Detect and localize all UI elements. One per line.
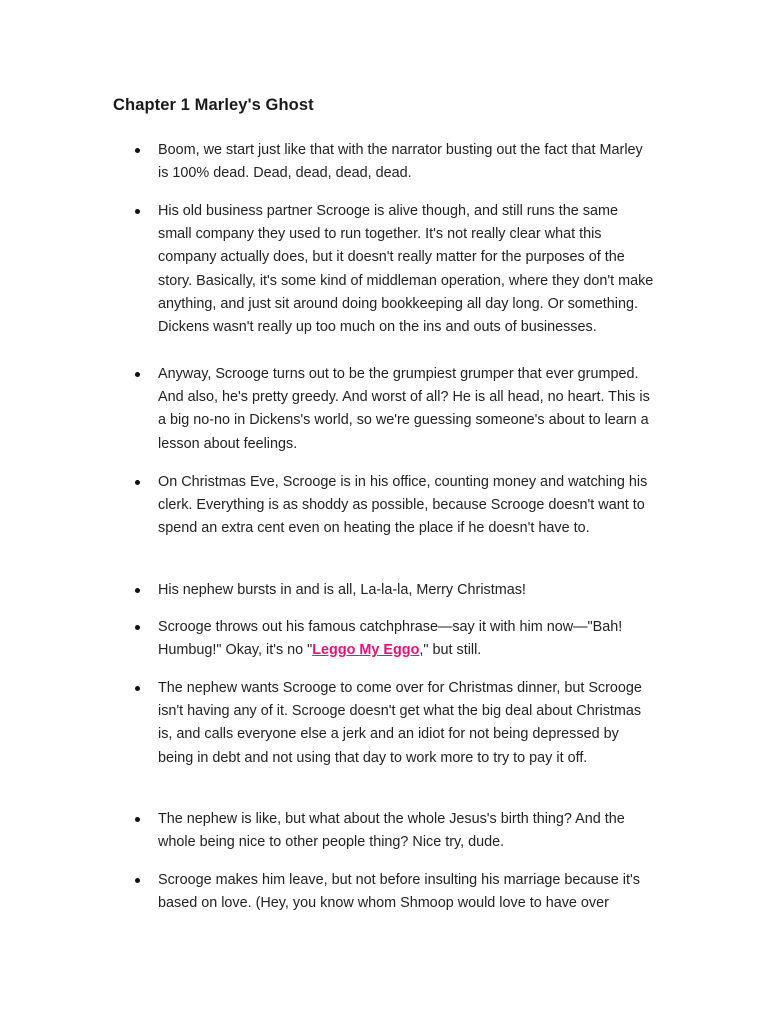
list-item-text: On Christmas Eve, Scrooge is in his office, counting money and watching his clerk. Everything is as shoddy as possible, because Scrooge doesn't want to spend an extra cent even on heating the place if he doesn't have to. <box>158 474 648 537</box>
list-item <box>135 139 655 185</box>
list-item-text-after-link: ," but still. <box>419 642 482 659</box>
list-item <box>135 471 655 541</box>
list-item <box>135 808 655 854</box>
list-item <box>135 677 655 770</box>
bullet-icon <box>135 588 140 593</box>
list-item-text: The nephew is like, but what about the whole Jesus's birth thing? And the whole being nice to other people thing? Nice try, dude. <box>158 811 625 851</box>
bullet-icon <box>135 817 140 822</box>
list-item-text: Scrooge makes him leave, but not before insulting his marriage because it's based on love. (Hey, you know whom Shmoop would love to have over <box>158 872 640 912</box>
list-item-text: His old business partner Scrooge is alive though, and still runs the same small company they used to run together. It's not really clear what this company actually does, but it doesn't really matter for the purposes of the story. Basically, it's some kind of middleman operation, where they don't make anything, and just sit around doing bookkeeping all day long. Or something. Dickens wasn't really up too much on the ins and outs of businesses. <box>158 203 654 336</box>
list-item <box>135 869 655 915</box>
bullet-icon <box>135 625 140 630</box>
bullet-icon <box>135 878 140 883</box>
bullet-icon <box>135 686 140 691</box>
chapter-title: Chapter 1 Marley's Ghost <box>113 96 314 114</box>
list-item <box>135 200 655 339</box>
list-item <box>135 363 655 456</box>
bullet-icon <box>135 148 140 153</box>
bullet-icon <box>135 372 140 377</box>
bullet-icon <box>135 209 140 214</box>
list-item <box>135 616 655 662</box>
list-item-text-before-link: Scrooge throws out his famous catchphrase—say it with him now—"Bah! Humbug!" Okay, it's no " <box>158 619 623 659</box>
list-item-text: Anyway, Scrooge turns out to be the grumpiest grumper that ever grumped. And also, he's pretty greedy. And worst of all? He is all head, no heart. This is a big no-no in Dickens's world, so we're guessing someone's about to learn a lesson about feelings. <box>158 366 650 452</box>
list-item <box>135 579 655 602</box>
list-item-text: His nephew bursts in and is all, La-la-la, Merry Christmas! <box>158 582 526 598</box>
leggo-my-eggo-link[interactable]: Leggo My Eggo <box>312 642 420 659</box>
list-item-text: Boom, we start just like that with the narrator busting out the fact that Marley is 100% dead. Dead, dead, dead, dead. <box>158 142 643 182</box>
bullet-icon <box>135 480 140 485</box>
list-item-text: The nephew wants Scrooge to come over for Christmas dinner, but Scrooge isn't having any of it. Scrooge doesn't get what the big deal about Christmas is, and calls everyone else a jerk and an idiot for not being depressed by being in debt and not using that day to work more to try to pay it off. <box>158 680 642 766</box>
list-item-text <box>158 616 655 662</box>
